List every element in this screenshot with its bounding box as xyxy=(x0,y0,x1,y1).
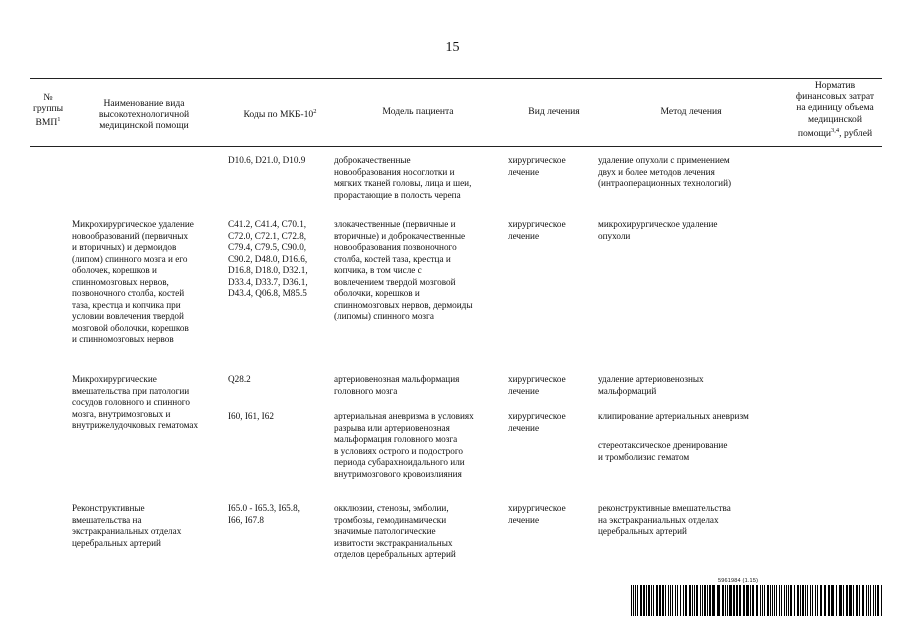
header-cost-line-2: финансовых затрат xyxy=(795,91,875,103)
row2-codes: C41.2, C41.4, C70.1, C72.0, C72.1, C72.8, C79.4, C79.5, C90.0, C90.2, D48.0, D16.6, D16.8, D18.0, D32.1, D33.4, D33.7, D36.1, D43.4, Q06.8, M85.5 xyxy=(228,219,308,298)
row2-treatment: хирургическое лечение xyxy=(508,219,566,241)
header-treatment-type xyxy=(508,106,600,117)
row2-care-name: Микрохирургическое удаление новообразований (первичных и вторичных) и дермоидов (липом) спинного мозга и его оболочек, корешков и спинномозговых нервов, позвоночного столба, костей таза, крестца и копчика при условии вовлечения твердой мозговой оболочки, корешков и спинномозговых нервов xyxy=(72,219,194,344)
row4-patient-model: окклюзии, стенозы, эмболии, тромбозы, гемодинамически значимые патологические извитости экстракраниальных отделов церебральных артерий xyxy=(334,503,456,559)
row3b-method: клипирование артериальных аневризм xyxy=(598,411,749,421)
header-vmp-line-2: группы xyxy=(32,103,64,115)
row4-codes: I65.0 - I65.3, I65.8, I66, I67.8 xyxy=(228,503,300,525)
row1-method: удаление опухоли с применением двух и более методов лечения (интраоперационных технологий) xyxy=(598,155,732,188)
page-number: 15 xyxy=(445,40,460,55)
row3-codes: Q28.2 xyxy=(228,374,251,384)
row4-care-name: Реконструктивные вмешательства на экстракраниальных отделах церебральных артерий xyxy=(72,503,182,548)
row3b-codes: I60, I61, I62 xyxy=(228,411,274,421)
row3b-patient-model: артериальная аневризма в условиях разрыва или артериовенозная мальформация головного мозга в условиях острого и подострого периода субарахноидального или внутримозгового кровоизлияния xyxy=(334,411,474,479)
row3-method: удаление артериовенозных мальформаций xyxy=(598,374,704,396)
header-icd-footnote: 2 xyxy=(313,108,317,115)
row1-treatment: хирургическое лечение xyxy=(508,155,566,177)
row4-method: реконструктивные вмешательства на экстракраниальных отделах церебральных артерий xyxy=(598,503,731,536)
header-cost-norm xyxy=(786,80,884,139)
header-icd-codes xyxy=(228,106,332,120)
header-vmp-footnote: 1 xyxy=(57,116,61,124)
barcode-image xyxy=(631,585,883,616)
header-treatment-method xyxy=(598,106,784,117)
table-top-rule xyxy=(30,78,882,79)
header-patient-model xyxy=(334,106,502,117)
header-icd-text: Коды по МКБ-10 xyxy=(243,109,314,121)
row1-codes: D10.6, D21.0, D10.9 xyxy=(228,155,306,165)
header-cost-line-4: медицинской xyxy=(808,113,862,125)
row3b-method-2: стереотаксическое дренирование и тромболизис гематом xyxy=(598,440,728,462)
header-cost-line-1: Норматив xyxy=(814,80,856,91)
header-care-type xyxy=(70,98,218,132)
header-treatment-text: Вид лечения xyxy=(528,106,580,117)
row3-treatment: хирургическое лечение xyxy=(508,374,566,396)
row3-patient-model: артериовенозная мальформация головного мозга xyxy=(334,374,460,396)
row3-care-name: Микрохирургические вмешательства при патологии сосудов головного и спинного мозга, внутримозговых и внутрижелудочковых гематомах xyxy=(72,374,199,430)
row2-method: микрохирургическое удаление опухоли xyxy=(598,219,718,241)
header-method-text: Метод лечения xyxy=(660,106,722,117)
row4-treatment: хирургическое лечение xyxy=(508,503,566,525)
row3b-treatment: хирургическое лечение xyxy=(508,411,566,433)
header-vmp-line-3 xyxy=(30,114,66,128)
header-care-line-2: высокотехнологичной xyxy=(98,109,190,121)
header-cost-line-3: на единицу объема xyxy=(796,102,874,114)
header-cost-text-b: , рублей xyxy=(839,128,873,139)
row1-patient-model: доброкачественные новообразования носоглотки и мягких тканей головы, лица и шеи, прорастающие в полость черепа xyxy=(334,155,472,200)
barcode-number: 5961984 (1.15) xyxy=(718,578,759,584)
table-header-rule xyxy=(30,146,882,147)
header-cost-text-a: помощи xyxy=(797,128,832,139)
header-cost-footnote: 3,4 xyxy=(831,126,840,134)
header-vmp-line-1: № xyxy=(43,92,53,103)
header-vmp-group xyxy=(30,92,66,129)
header-cost-line-5 xyxy=(786,125,884,139)
header-care-line-1: Наименование вида xyxy=(103,98,185,109)
header-care-line-3: медицинской помощи xyxy=(99,120,189,132)
header-vmp-text: ВМП xyxy=(35,117,58,129)
header-patient-text: Модель пациента xyxy=(382,106,454,117)
row2-patient-model: злокачественные (первичные и вторичные) и доброкачественные новообразования позвоночного столба, костей таза, крестца и копчика, в том числе с вовлечением твердой мозговой оболочки, корешков и спинномозговых нервов, дермоиды (липомы) спинного мозга xyxy=(334,219,473,321)
